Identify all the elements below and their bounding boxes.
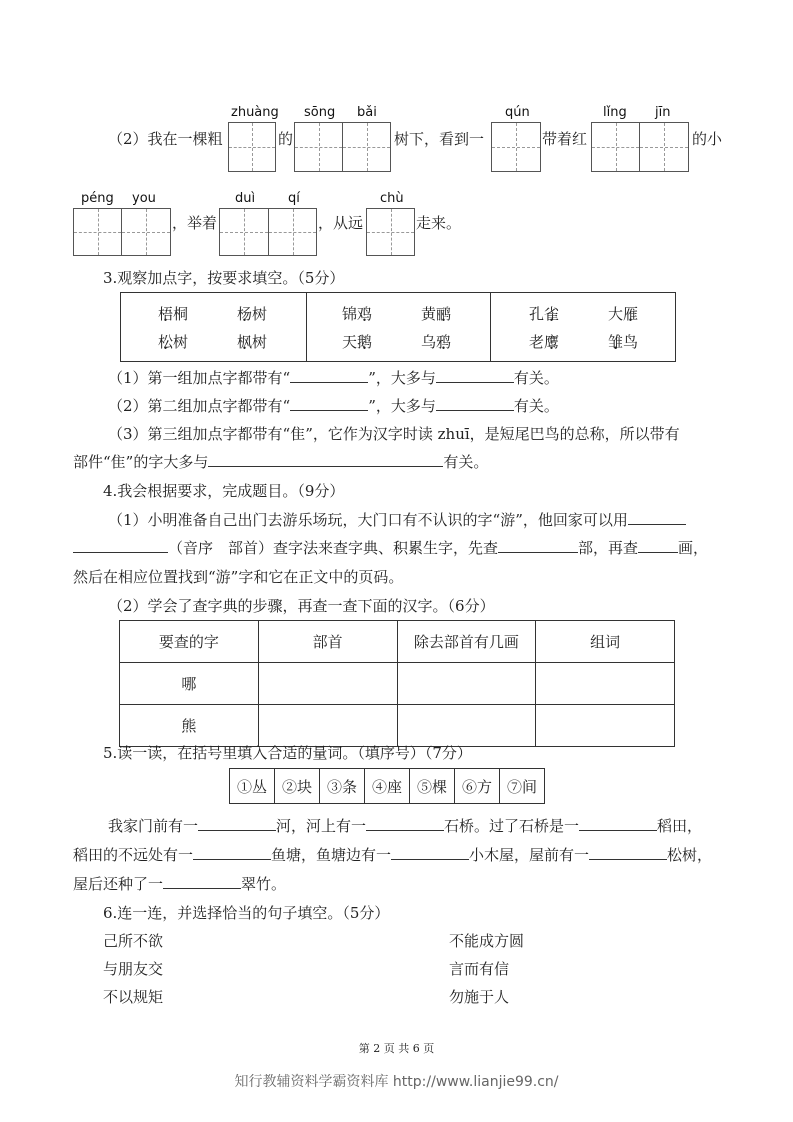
answer-blank[interactable] <box>579 815 657 831</box>
table-cell[interactable] <box>258 705 397 747</box>
option-cell: ④座 <box>365 769 410 804</box>
q4-title: 4.我会根据要求，完成题目。（9分） <box>103 482 345 500</box>
measure-word-options <box>229 768 545 804</box>
tianzige-box[interactable] <box>342 122 391 172</box>
table-header: 组词 <box>536 621 675 663</box>
answer-blank[interactable] <box>628 509 686 525</box>
tianzige-box[interactable] <box>366 208 415 256</box>
q3-word: 杨树 <box>237 305 268 323</box>
q2-line1-t2: 树下，看到一 <box>394 130 485 148</box>
pinyin-qi: qí <box>288 191 300 206</box>
table-cell[interactable] <box>258 663 397 705</box>
answer-blank[interactable] <box>366 815 444 831</box>
q3-sub1: （1）第一组加点字都带有“ ”，大多与 有关。 <box>108 369 559 387</box>
tianzige-box[interactable] <box>491 122 541 172</box>
watermark-text: 知行教辅资料学霸资料库 http://www.lianjie99.cn/ <box>234 1074 559 1090</box>
q3-word: 松树 <box>158 333 189 351</box>
tianzige-box[interactable] <box>268 208 317 256</box>
pinyin-bai: bǎi <box>357 105 377 120</box>
q3-word: 大雁 <box>608 305 639 323</box>
answer-blank[interactable] <box>498 537 578 553</box>
q4-p2: （2）学会了查字典的步骤，再查一查下面的汉字。（6分） <box>108 597 495 615</box>
tianzige-box[interactable] <box>73 208 122 256</box>
answer-blank[interactable] <box>638 537 678 553</box>
q3-sub3-line2: 部件“隹”的字大多与 有关。 <box>73 453 489 471</box>
answer-blank[interactable] <box>163 873 241 889</box>
q4-p1-line3: 然后在相应位置找到“游”字和它在正文中的页码。 <box>73 568 404 586</box>
q2-line2-t3: 走来。 <box>416 214 462 232</box>
q6-left-item[interactable]: 己所不欲 <box>103 932 164 950</box>
q3-sub3-line1: （3）第三组加点字都带有“隹”，它作为汉字时读 zhuī，是短尾巴鸟的总称，所以带有 <box>108 425 680 443</box>
option-cell: ②块 <box>275 769 320 804</box>
answer-blank[interactable] <box>589 844 667 860</box>
q5-title: 5.读一读，在括号里填入合适的量词。（填序号）（7分） <box>103 744 472 762</box>
q4-p1-line1: （1）小明准备自己出门去游乐场玩，大门口有不认识的字“游”，他回家可以用 <box>108 509 686 531</box>
q3-word: 黄鹂 <box>421 305 452 323</box>
answer-blank[interactable] <box>198 815 276 831</box>
q3-sub2: （2）第二组加点字都带有“ ”，大多与 有关。 <box>108 397 559 415</box>
pinyin-zhuang: zhuàng <box>231 105 279 120</box>
option-cell: ⑤棵 <box>410 769 455 804</box>
q2-line1-prefix: （2）我在一棵粗 <box>108 130 223 148</box>
q3-word: 老鹰 <box>529 333 560 351</box>
tianzige-box[interactable] <box>121 208 171 256</box>
q2-line1-t3: 带着红 <box>542 130 588 148</box>
q3-word: 梧桐 <box>158 305 189 323</box>
option-cell: ③条 <box>320 769 365 804</box>
q6-left-item[interactable]: 与朋友交 <box>103 960 164 978</box>
tianzige-box[interactable] <box>591 122 640 172</box>
q6-title: 6.连一连，并选择恰当的句子填空。（5分） <box>103 904 390 922</box>
pinyin-dui: duì <box>235 191 256 206</box>
q2-line2-t2: ，从远 <box>318 214 364 232</box>
q2-line1-t4: 的小 <box>692 130 723 148</box>
q2-line2-t1: ，举着 <box>172 214 218 232</box>
table-cell[interactable] <box>536 705 675 747</box>
answer-blank[interactable] <box>208 451 443 467</box>
pinyin-song: sōng <box>304 105 336 120</box>
table-row <box>120 705 675 747</box>
answer-blank[interactable] <box>391 844 469 860</box>
q6-right-item[interactable]: 言而有信 <box>449 960 510 978</box>
q6-right-item[interactable]: 勿施于人 <box>449 988 510 1006</box>
answer-blank[interactable] <box>193 844 271 860</box>
table-header: 除去部首有几画 <box>397 621 536 663</box>
tianzige-box[interactable] <box>219 208 269 256</box>
answer-blank[interactable] <box>290 367 368 383</box>
pinyin-qun: qún <box>505 105 530 120</box>
tianzige-box[interactable] <box>294 122 343 172</box>
q5-line3: 屋后还种了一 翠竹。 <box>73 875 287 893</box>
q3-word: 雏鸟 <box>608 333 639 351</box>
q3-word: 枫树 <box>237 333 268 351</box>
q3-group-3 <box>491 293 675 361</box>
pinyin-peng: péng <box>81 191 114 206</box>
q5-line2: 稻田的不远处有一 鱼塘，鱼塘边有一 小木屋，屋前有一 松树， <box>73 846 713 864</box>
q6-left-item[interactable]: 不以规矩 <box>103 988 164 1006</box>
option-cell: ⑥方 <box>455 769 500 804</box>
pinyin-jin: jīn <box>655 105 671 120</box>
q3-word: 锦鸡 <box>342 305 373 323</box>
q3-group-1 <box>121 293 307 361</box>
table-cell: 哪 <box>120 663 259 705</box>
q3-group-2 <box>306 293 491 361</box>
pinyin-chu: chù <box>380 191 404 206</box>
table-cell[interactable] <box>397 663 536 705</box>
table-cell: 熊 <box>120 705 259 747</box>
q3-word: 乌鸦 <box>421 333 452 351</box>
q3-word: 天鹅 <box>342 333 373 351</box>
q3-title: 3.观察加点字，按要求填空。（5分） <box>103 269 345 287</box>
q5-line1: 我家门前有一 河，河上有一 石桥。过了石桥是一 稻田， <box>108 817 703 835</box>
pinyin-you: you <box>132 191 156 206</box>
table-header: 要查的字 <box>120 621 259 663</box>
q6-right-item[interactable]: 不能成方圆 <box>449 932 525 950</box>
table-row <box>120 663 675 705</box>
q2-line1-t1: 的 <box>278 130 294 148</box>
dictionary-table <box>119 620 675 747</box>
table-cell[interactable] <box>397 705 536 747</box>
answer-blank[interactable] <box>73 537 168 553</box>
option-cell: ①丛 <box>230 769 275 804</box>
q4-p1-line2: （音序 部首）查字法来查字典、积累生字，先查 部，再查 画， <box>73 537 708 559</box>
q3-group-table <box>120 292 676 362</box>
q3-word: 孔雀 <box>529 305 560 323</box>
pinyin-ling: lǐng <box>603 105 627 120</box>
answer-blank[interactable] <box>436 367 514 383</box>
table-cell[interactable] <box>536 663 675 705</box>
page-number: 第 2 页 共 6 页 <box>358 1042 435 1055</box>
answer-blank[interactable] <box>436 395 514 411</box>
table-header: 部首 <box>258 621 397 663</box>
tianzige-box[interactable] <box>639 122 689 172</box>
answer-blank[interactable] <box>290 395 368 411</box>
tianzige-box[interactable] <box>228 122 276 172</box>
option-cell: ⑦间 <box>500 769 545 804</box>
